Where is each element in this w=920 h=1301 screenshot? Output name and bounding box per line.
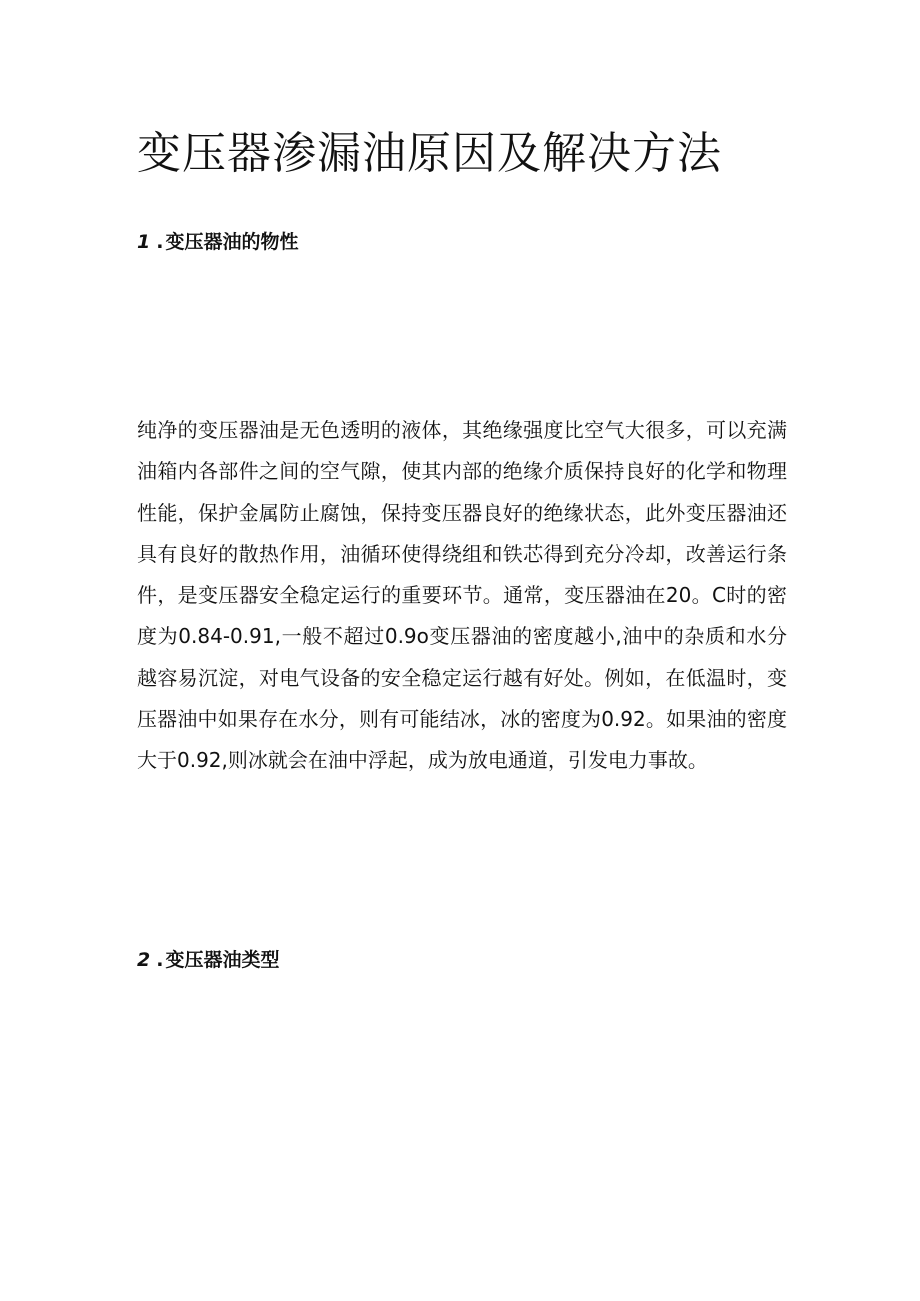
section-1-number: 1 bbox=[137, 231, 151, 253]
section-2-number: 2 bbox=[137, 949, 151, 971]
section-2-title: 变压器油类型 bbox=[165, 949, 280, 971]
paragraph-line: 越容易沉淀，对电气设备的安全稳定运行越有好处。例如，在低温时，变 bbox=[137, 665, 787, 690]
document-title: 变压器渗漏油原因及解决方法 bbox=[137, 128, 722, 179]
section-2-heading bbox=[137, 947, 279, 973]
paragraph-line: 大于0.92,则冰就会在油中浮起，成为放电通道，引发电力事故。 bbox=[137, 748, 708, 773]
section-1-paragraph bbox=[137, 410, 787, 782]
paragraph-line: 度为0.84-0.91,一般不超过0.9o变压器油的密度越小,油中的杂质和水分 bbox=[137, 624, 787, 649]
paragraph-line: 件，是变压器安全稳定运行的重要环节。通常，变压器油在20。C时的密 bbox=[137, 583, 787, 608]
section-1-heading bbox=[137, 229, 298, 255]
section-1-title: 变压器油的物性 bbox=[165, 231, 299, 253]
section-2-separator: . bbox=[156, 949, 164, 971]
paragraph-line: 压器油中如果存在水分，则有可能结冰，冰的密度为0.92。如果油的密度 bbox=[137, 707, 787, 732]
paragraph-line: 性能，保护金属防止腐蚀，保持变压器良好的绝缘状态，此外变压器油还 bbox=[137, 500, 787, 525]
section-1-separator: . bbox=[156, 231, 164, 253]
paragraph-line: 油箱内各部件之间的空气隙，使其内部的绝缘介质保持良好的化学和物理 bbox=[137, 459, 787, 484]
paragraph-line: 纯净的变压器油是无色透明的液体，其绝缘强度比空气大很多，可以充满 bbox=[137, 418, 787, 442]
paragraph-line: 具有良好的散热作用，油循环使得绕组和铁芯得到充分冷却，改善运行条 bbox=[137, 541, 787, 566]
